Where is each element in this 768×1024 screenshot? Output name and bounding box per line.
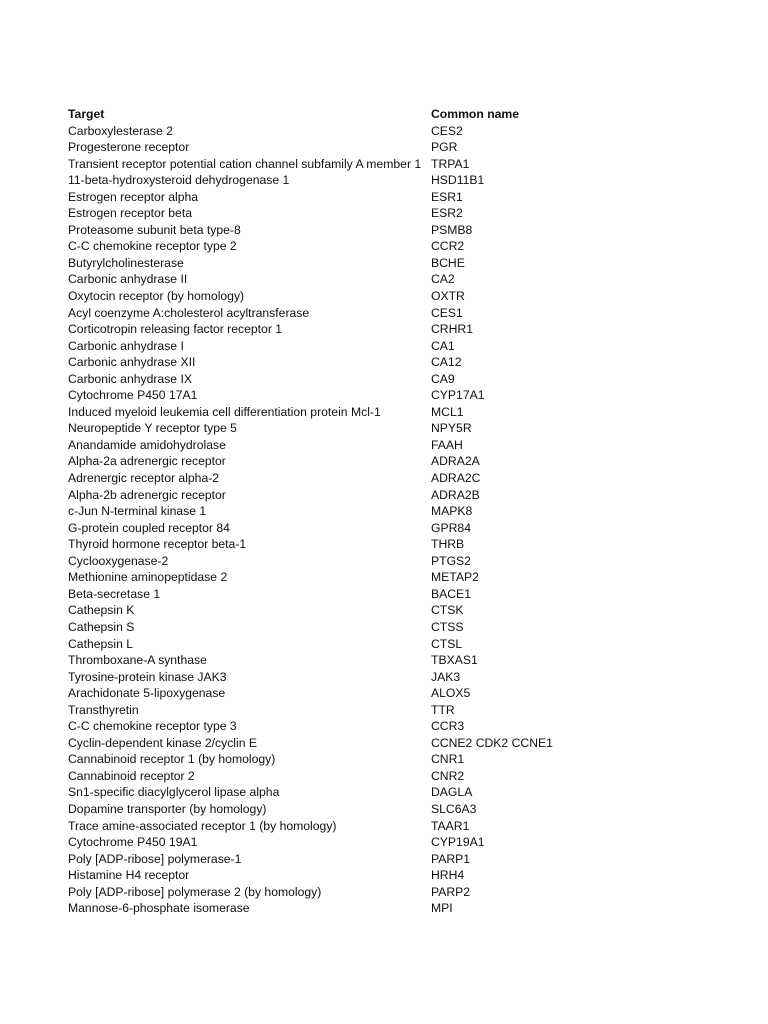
target-column-header: Target <box>68 107 105 121</box>
common-name-cell: CTSK <box>431 603 464 618</box>
table-row <box>68 669 748 686</box>
target-cell: Cannabinoid receptor 1 (by homology) <box>68 752 276 767</box>
target-cell: Oxytocin receptor (by homology) <box>68 289 245 304</box>
target-cell: C-C chemokine receptor type 2 <box>68 239 237 254</box>
common-name-cell: MPI <box>431 901 453 916</box>
common-name-cell: HSD11B1 <box>431 173 485 188</box>
common-name-cell: DAGLA <box>431 785 473 800</box>
table-row <box>68 536 748 553</box>
table-row <box>68 437 748 454</box>
table-row <box>68 156 748 173</box>
table-row <box>68 321 748 338</box>
table-row <box>68 420 748 437</box>
target-cell: Histamine H4 receptor <box>68 868 190 883</box>
table-row <box>68 569 748 586</box>
target-cell: Cytochrome P450 19A1 <box>68 835 198 850</box>
table-row <box>68 636 748 653</box>
common-name-cell: ADRA2B <box>431 487 480 502</box>
table-row <box>68 586 748 603</box>
target-cell: G-protein coupled receptor 84 <box>68 520 230 535</box>
target-cell: Arachidonate 5-lipoxygenase <box>68 686 226 701</box>
target-cell: Beta-secretase 1 <box>68 586 161 601</box>
table-row <box>68 205 748 222</box>
table-row <box>68 222 748 239</box>
table-row <box>68 255 748 272</box>
common-name-cell: TRPA1 <box>431 156 470 171</box>
common-name-cell: PTGS2 <box>431 553 471 568</box>
table-row <box>68 685 748 702</box>
common-name-cell: SLC6A3 <box>431 801 477 816</box>
common-name-cell: CA9 <box>431 371 455 386</box>
target-cell: Cyclin-dependent kinase 2/cyclin E <box>68 735 258 750</box>
target-cell: Cytochrome P450 17A1 <box>68 388 198 403</box>
spreadsheet-table <box>68 106 748 917</box>
common-name-cell: CCR3 <box>431 719 465 734</box>
table-row <box>68 354 748 371</box>
target-cell: Cyclooxygenase-2 <box>68 553 169 568</box>
common-name-cell: ALOX5 <box>431 686 471 701</box>
table-row <box>68 470 748 487</box>
table-row <box>68 602 748 619</box>
header-row <box>68 106 748 123</box>
table-row <box>68 123 748 140</box>
common-name-cell: CES1 <box>431 305 463 320</box>
target-cell: Induced myeloid leukemia cell differentiation protein Mcl-1 <box>68 404 381 419</box>
common-name-cell: CCNE2 CDK2 CCNE1 <box>431 735 553 750</box>
target-cell: c-Jun N-terminal kinase 1 <box>68 504 207 519</box>
target-cell: Cannabinoid receptor 2 <box>68 768 195 783</box>
common-name-cell: PSMB8 <box>431 222 473 237</box>
table-row <box>68 371 748 388</box>
table-row <box>68 453 748 470</box>
common-name-cell: METAP2 <box>431 570 479 585</box>
table-row <box>68 652 748 669</box>
table-row <box>68 404 748 421</box>
target-cell: Estrogen receptor beta <box>68 206 192 221</box>
common-name-cell: HRH4 <box>431 868 465 883</box>
target-cell: Transient receptor potential cation channel subfamily A member 1 <box>68 156 422 171</box>
common-name-cell: CYP19A1 <box>431 835 485 850</box>
table-row <box>68 818 748 835</box>
common-name-cell: PARP2 <box>431 884 471 899</box>
table-row <box>68 387 748 404</box>
common-name-cell: CNR1 <box>431 752 465 767</box>
target-cell: Carbonic anhydrase IX <box>68 371 192 386</box>
common-name-cell: CNR2 <box>431 768 465 783</box>
common-name-cell: TBXAS1 <box>431 653 478 668</box>
common-name-cell: TTR <box>431 702 455 717</box>
target-cell: Thromboxane-A synthase <box>68 653 207 668</box>
target-cell: Trace amine-associated receptor 1 (by homology) <box>68 818 337 833</box>
target-cell: Tyrosine-protein kinase JAK3 <box>68 669 227 684</box>
target-cell: C-C chemokine receptor type 3 <box>68 719 237 734</box>
target-cell: Methionine aminopeptidase 2 <box>68 570 228 585</box>
common-name-cell: BACE1 <box>431 586 471 601</box>
table-row <box>68 768 748 785</box>
target-cell: Alpha-2a adrenergic receptor <box>68 454 226 469</box>
table-row <box>68 900 748 917</box>
target-cell: 11-beta-hydroxysteroid dehydrogenase 1 <box>68 173 290 188</box>
common-name-cell: PARP1 <box>431 851 471 866</box>
common-name-cell: PGR <box>431 140 458 155</box>
table-row <box>68 139 748 156</box>
common-name-cell: THRB <box>431 537 465 552</box>
common-name-cell: ADRA2C <box>431 471 481 486</box>
common-name-cell: ESR2 <box>431 206 463 221</box>
target-cell: Carboxylesterase 2 <box>68 123 173 138</box>
table-row <box>68 751 748 768</box>
common-name-cell: FAAH <box>431 437 463 452</box>
table-row <box>68 702 748 719</box>
common-name-cell: CTSL <box>431 636 463 651</box>
common-name-cell: CRHR1 <box>431 322 473 337</box>
target-cell: Cathepsin L <box>68 636 134 651</box>
target-cell: Progesterone receptor <box>68 140 190 155</box>
table-row <box>68 172 748 189</box>
table-row <box>68 189 748 206</box>
common-name-cell: CYP17A1 <box>431 388 485 403</box>
common-name-cell: CA2 <box>431 272 455 287</box>
target-cell: Neuropeptide Y receptor type 5 <box>68 421 237 436</box>
common-name-cell: CA1 <box>431 338 455 353</box>
common-name-cell: BCHE <box>431 255 465 270</box>
target-cell: Transthyretin <box>68 702 139 717</box>
common-name-cell: TAAR1 <box>431 818 470 833</box>
target-cell: Proteasome subunit beta type-8 <box>68 222 241 237</box>
common-name-cell: ADRA2A <box>431 454 480 469</box>
table-row <box>68 884 748 901</box>
common-name-cell: CCR2 <box>431 239 465 254</box>
table-row <box>68 735 748 752</box>
table-row <box>68 271 748 288</box>
table-row <box>68 851 748 868</box>
target-cell: Dopamine transporter (by homology) <box>68 801 267 816</box>
target-cell: Estrogen receptor alpha <box>68 189 199 204</box>
table-row <box>68 503 748 520</box>
target-cell: Butyrylcholinesterase <box>68 255 184 270</box>
target-cell: Carbonic anhydrase I <box>68 338 184 353</box>
common-name-cell: GPR84 <box>431 520 471 535</box>
table-row <box>68 487 748 504</box>
target-cell: Poly [ADP-ribose] polymerase-1 <box>68 851 242 866</box>
table-row <box>68 338 748 355</box>
common-name-cell: CA12 <box>431 355 462 370</box>
table-row <box>68 619 748 636</box>
common-name-cell: MAPK8 <box>431 504 473 519</box>
common-name-cell: OXTR <box>431 289 465 304</box>
table-row <box>68 784 748 801</box>
target-cell: Alpha-2b adrenergic receptor <box>68 487 226 502</box>
table-row <box>68 553 748 570</box>
target-cell: Sn1-specific diacylglycerol lipase alpha <box>68 785 280 800</box>
table-row <box>68 867 748 884</box>
common-name-cell: NPY5R <box>431 421 472 436</box>
target-cell: Cathepsin K <box>68 603 135 618</box>
target-cell: Adrenergic receptor alpha-2 <box>68 471 220 486</box>
common-name-cell: JAK3 <box>431 669 461 684</box>
table-body <box>68 123 748 917</box>
table-row <box>68 801 748 818</box>
common-name-cell: ESR1 <box>431 189 463 204</box>
table-row <box>68 520 748 537</box>
common-name-cell: MCL1 <box>431 404 464 419</box>
target-cell: Poly [ADP-ribose] polymerase 2 (by homology) <box>68 884 322 899</box>
table-row <box>68 238 748 255</box>
common-name-column-header: Common name <box>431 107 520 121</box>
target-cell: Mannose-6-phosphate isomerase <box>68 901 250 916</box>
common-name-cell: CES2 <box>431 123 463 138</box>
target-cell: Acyl coenzyme A:cholesterol acyltransferase <box>68 305 310 320</box>
table-row <box>68 834 748 851</box>
target-cell: Thyroid hormone receptor beta-1 <box>68 537 247 552</box>
target-cell: Carbonic anhydrase XII <box>68 355 196 370</box>
table-row <box>68 305 748 322</box>
table-row <box>68 718 748 735</box>
target-cell: Carbonic anhydrase II <box>68 272 188 287</box>
target-cell: Corticotropin releasing factor receptor 1 <box>68 322 283 337</box>
common-name-cell: CTSS <box>431 619 464 634</box>
target-cell: Anandamide amidohydrolase <box>68 437 226 452</box>
target-cell: Cathepsin S <box>68 619 135 634</box>
table-row <box>68 288 748 305</box>
